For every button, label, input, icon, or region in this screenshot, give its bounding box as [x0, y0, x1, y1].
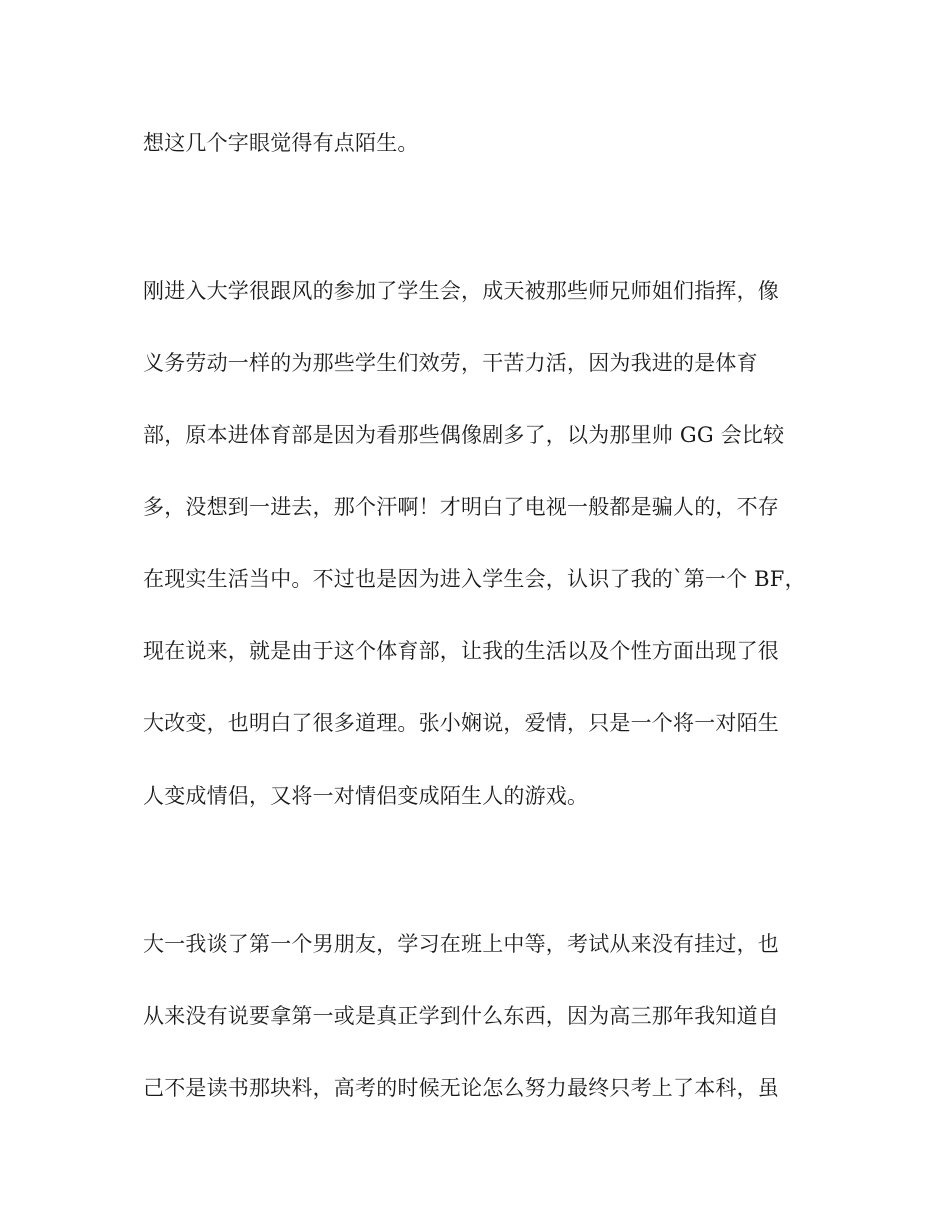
text-line: 想这几个字眼觉得有点陌生。 — [143, 131, 419, 155]
text-line: 从来没有说要拿第一或是真正学到什么东西，因为高三那年我知道自 — [143, 1004, 779, 1028]
text-line: 义务劳动一样的为那些学生们效劳，干苦力活，因为我进的是体育 — [143, 351, 758, 375]
text-line: 多，没想到一进去，那个汗啊！才明白了电视一般都是骗人的，不存 — [143, 495, 779, 519]
text-line: 在现实生活当中。不过也是因为进入学生会，认识了我的`第一个 BF， — [143, 567, 806, 591]
text-line: 刚进入大学很跟风的参加了学生会，成天被那些师兄师姐们指挥，像 — [143, 279, 779, 303]
text-line: 大改变，也明白了很多道理。张小娴说，爱情，只是一个将一对陌生 — [143, 711, 779, 735]
text-line: 己不是读书那块料，高考的时候无论怎么努力最终只考上了本科，虽 — [143, 1076, 779, 1100]
text-line: 大一我谈了第一个男朋友，学习在班上中等，考试从来没有挂过，也 — [143, 932, 779, 956]
text-line: 现在说来，就是由于这个体育部，让我的生活以及个性方面出现了很 — [143, 639, 779, 663]
text-line: 人变成情侣，又将一对情侣变成陌生人的游戏。 — [143, 784, 589, 808]
text-line: 部，原本进体育部是因为看那些偶像剧多了，以为那里帅 GG 会比较 — [143, 423, 785, 447]
